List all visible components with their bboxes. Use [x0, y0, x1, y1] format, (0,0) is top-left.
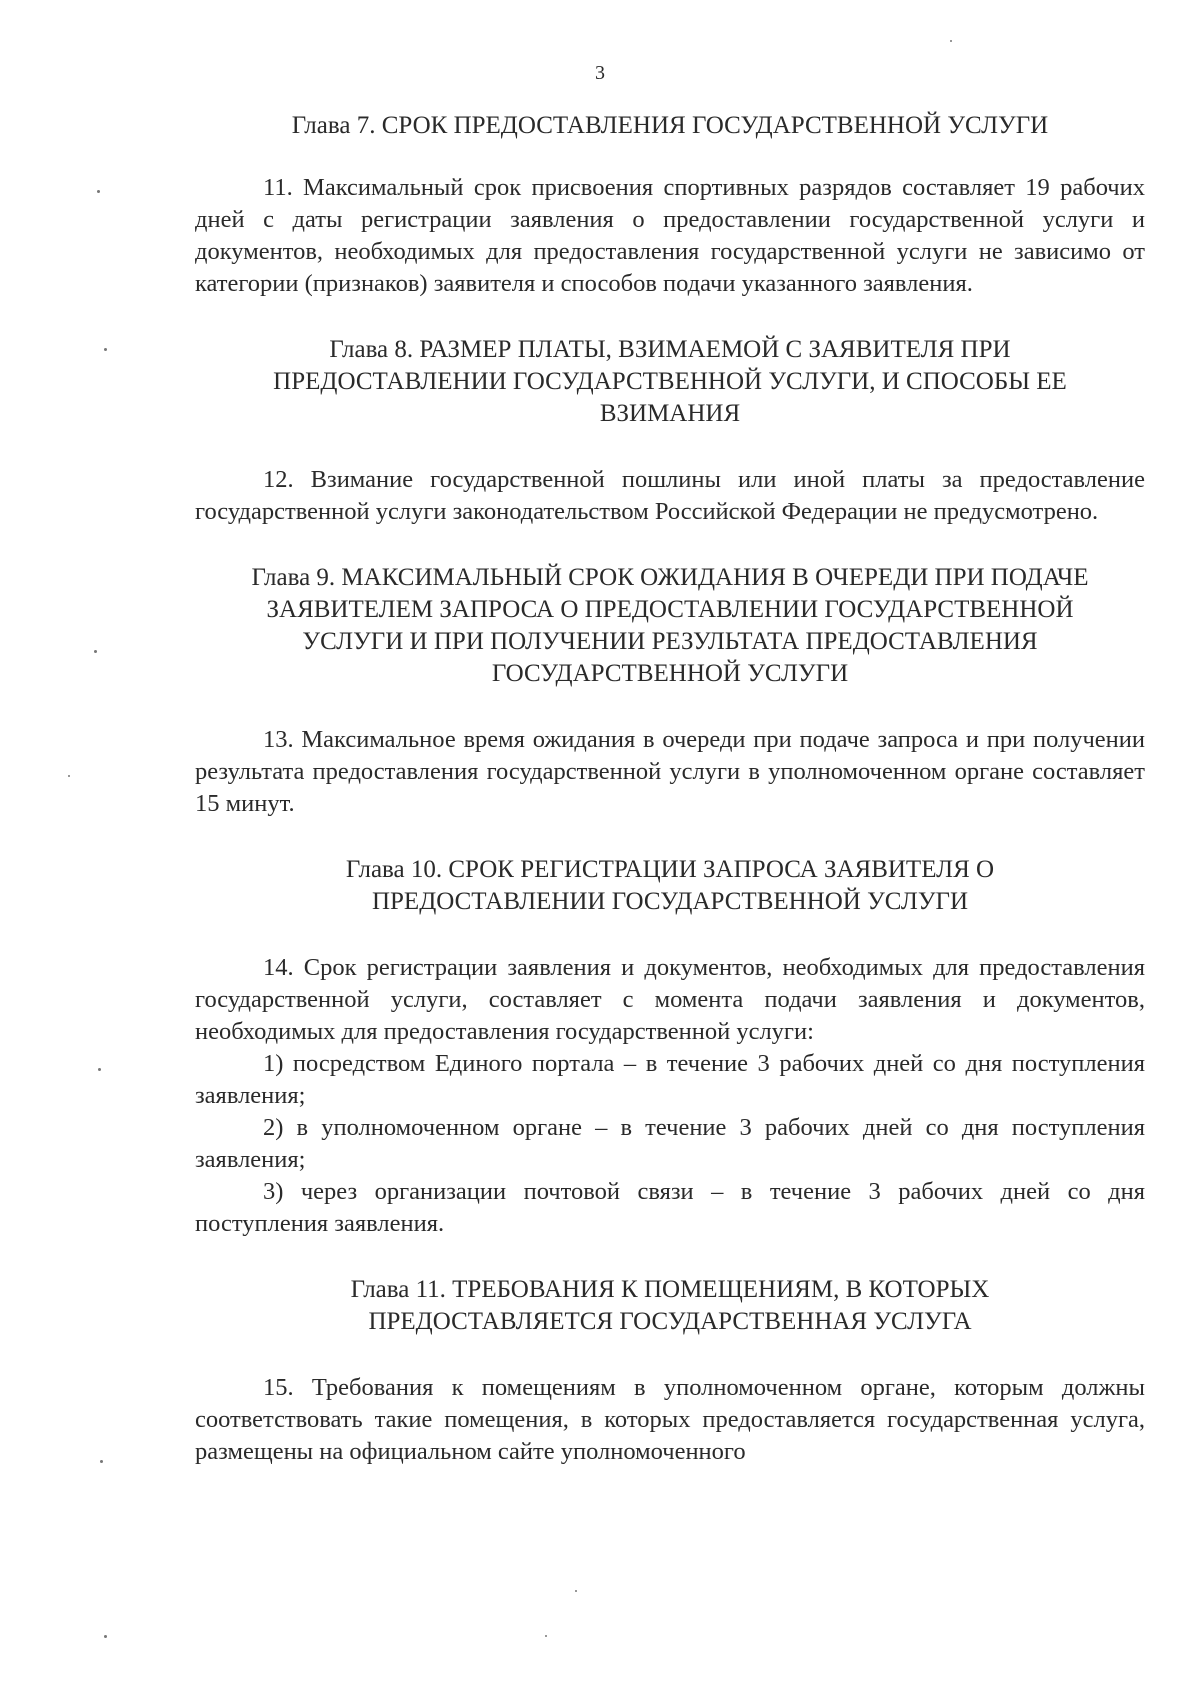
scan-speck: [545, 1635, 547, 1637]
document-body: [195, 110, 1145, 1468]
chapter-7-heading: Глава 7. СРОК ПРЕДОСТАВЛЕНИЯ ГОСУДАРСТВЕННОЙ УСЛУГИ: [291, 112, 1049, 139]
paragraph-13: 13. Максимальное время ожидания в очереди при подаче запроса и при получении результата предоставления государственной услуги в уполномоченном органе составляет 15 минут.: [195, 726, 1145, 817]
scan-speck: [98, 1068, 101, 1071]
scan-speck: [104, 1635, 107, 1638]
paragraph-12: 12. Взимание государственной пошлины или иной платы за предоставление государственной услуги законодательством Российской Федерации не предусмотрено.: [195, 466, 1145, 525]
chapter-11-heading: Глава 11. ТРЕБОВАНИЯ К ПОМЕЩЕНИЯМ, В КОТОРЫХ ПРЕДОСТАВЛЯЕТСЯ ГОСУДАРСТВЕННАЯ УСЛУГА: [350, 1276, 990, 1335]
chapter-9-heading: Глава 9. МАКСИМАЛЬНЫЙ СРОК ОЖИДАНИЯ В ОЧЕРЕДИ ПРИ ПОДАЧЕ ЗАЯВИТЕЛЕМ ЗАПРОСА О ПРЕДОСТАВЛЕНИИ ГОСУДАРСТВЕННОЙ УСЛУГИ И ПРИ ПОЛУЧЕНИИ РЕЗУЛЬТАТА ПРЕДОСТАВЛЕНИЯ ГОСУДАРСТВЕННОЙ УСЛУГИ: [251, 564, 1089, 687]
paragraph-14: 14. Срок регистрации заявления и документов, необходимых для предоставления государственной услуги, составляет с момента подачи заявления и документов, необходимых для предоставления государственной услуги:: [195, 954, 1145, 1045]
chapter-10-heading: Глава 10. СРОК РЕГИСТРАЦИИ ЗАПРОСА ЗАЯВИТЕЛЯ О ПРЕДОСТАВЛЕНИИ ГОСУДАРСТВЕННОЙ УСЛУГИ: [345, 856, 995, 915]
scan-speck: [104, 348, 107, 351]
scan-speck: [68, 775, 70, 777]
paragraph-14-item-3: 3) через организации почтовой связи – в течение 3 рабочих дней со дня поступления заявления.: [195, 1178, 1145, 1237]
paragraph-11: 11. Максимальный срок присвоения спортивных разрядов составляет 19 рабочих дней с даты регистрации заявления о предоставлении государственной услуги и документов, необходимых для предоставления государственной услуги не зависимо от категории (признаков) заявителя и способов подачи указанного заявления.: [195, 174, 1145, 297]
scan-speck: [100, 1460, 103, 1463]
scan-speck: [94, 650, 97, 653]
paragraph-14-item-2: 2) в уполномоченном органе – в течение 3 рабочих дней со дня поступления заявления;: [195, 1114, 1145, 1173]
scan-speck: [575, 1590, 577, 1592]
scan-speck: [97, 190, 100, 193]
page-number: 3: [595, 62, 605, 84]
scan-speck: [950, 40, 952, 42]
chapter-8-heading: Глава 8. РАЗМЕР ПЛАТЫ, ВЗИМАЕМОЙ С ЗАЯВИТЕЛЯ ПРИ ПРЕДОСТАВЛЕНИИ ГОСУДАРСТВЕННОЙ УСЛУГИ, И СПОСОБЫ ЕЕ ВЗИМАНИЯ: [273, 336, 1067, 427]
paragraph-14-item-1: 1) посредством Единого портала – в течение 3 рабочих дней со дня поступления заявления;: [195, 1050, 1145, 1109]
paragraph-15: 15. Требования к помещениям в уполномоченном органе, которым должны соответствовать такие помещения, в которых предоставляется государственная услуга, размещены на официальном сайте уполномоченного: [195, 1374, 1145, 1465]
